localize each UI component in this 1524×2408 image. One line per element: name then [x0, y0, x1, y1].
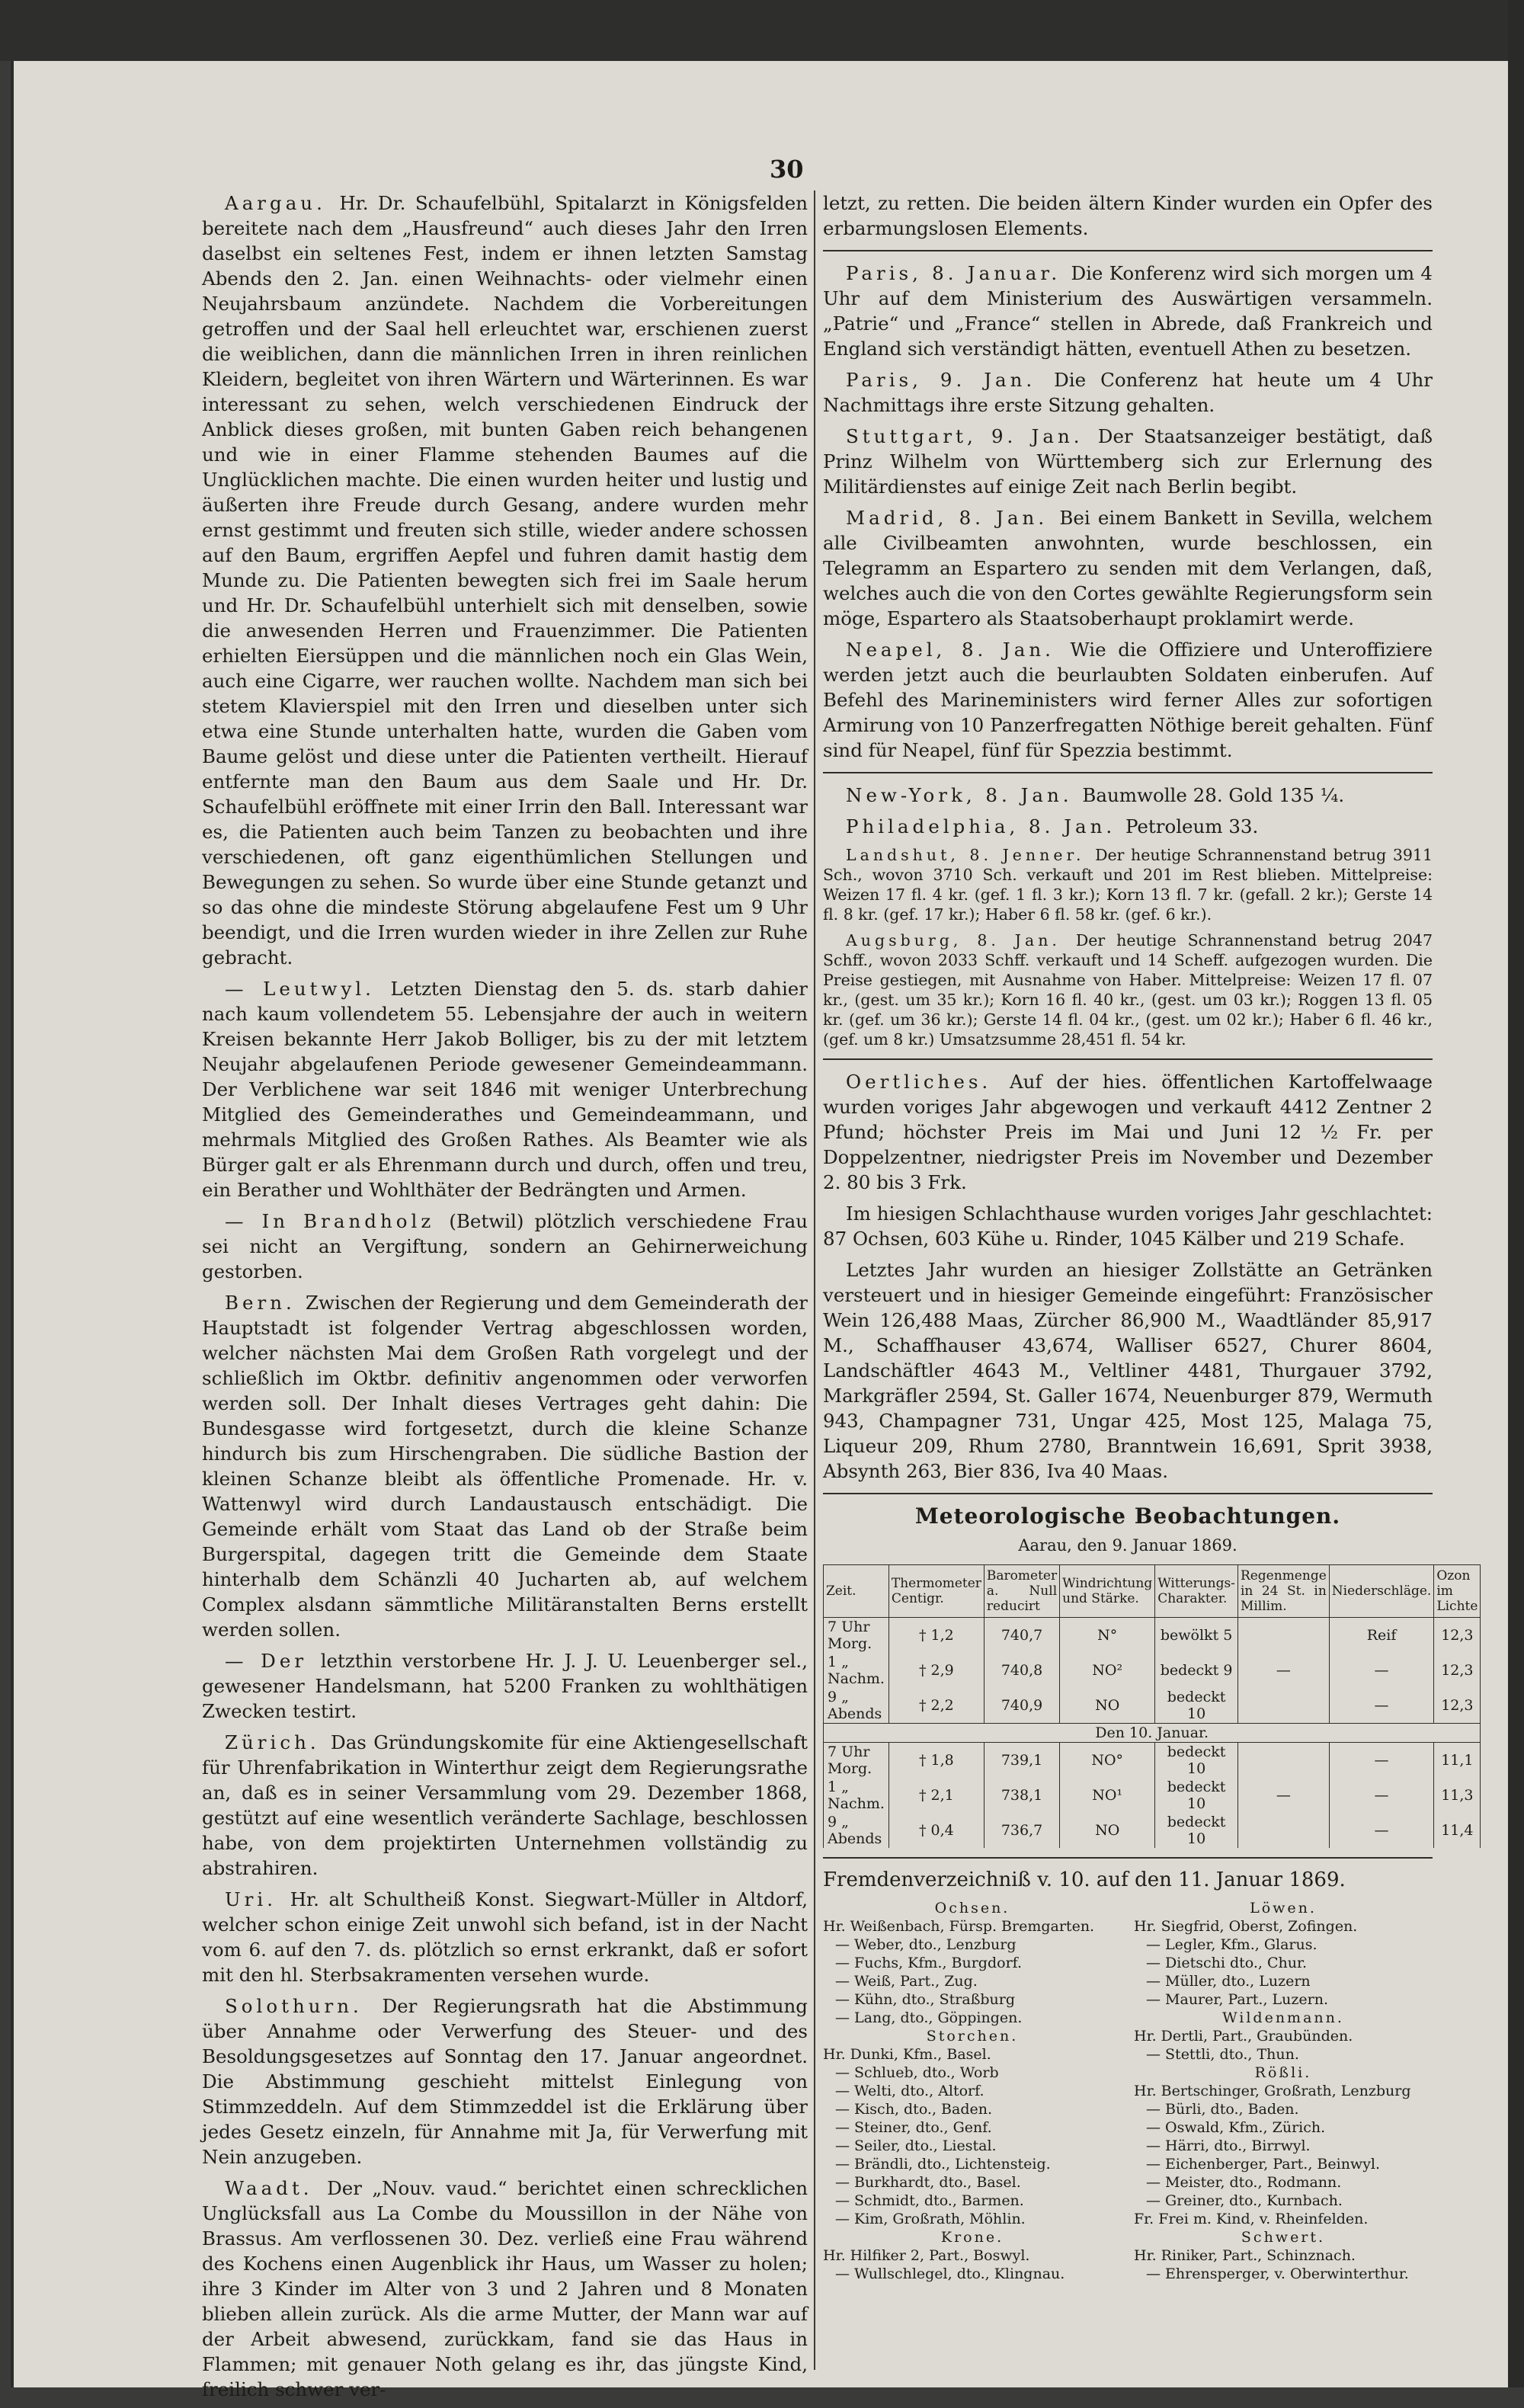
- meteo-cell: —: [1329, 1778, 1434, 1813]
- meteo-header-cell: Witterungs-Charakter.: [1155, 1565, 1238, 1618]
- meteo-title: Meteorologische Beobachtungen.: [914, 1503, 1341, 1529]
- article-dateline: Zürich.: [225, 1731, 331, 1753]
- meteo-body: [824, 1618, 1481, 1849]
- meteo-cell: bedeckt 10: [1155, 1743, 1238, 1779]
- guest-entry: Hr. Hilfiker 2, Part., Boswyl.: [823, 2247, 1030, 2264]
- guest-entry: Hr. Dunki, Kfm., Basel.: [823, 2046, 991, 2063]
- guest-entry: — Schmidt, dto., Barmen.: [835, 2192, 1024, 2209]
- article: [202, 2176, 808, 2402]
- article-dateline: Neapel, 8. Jan.: [846, 639, 1071, 661]
- meteo-cell: NO¹: [1060, 1778, 1155, 1813]
- meteo-row: [824, 1618, 1481, 1654]
- guest-entry: — Steiner, dto., Genf.: [835, 2119, 992, 2136]
- article-dateline: Paris, 9. Jan.: [846, 369, 1055, 391]
- left-column: [202, 191, 808, 2408]
- guest-entry: — Wullschlegel, dto., Klingnau.: [835, 2266, 1065, 2282]
- meteo-cell: [1237, 1743, 1329, 1779]
- meteo-cell: † 1,2: [888, 1618, 984, 1654]
- hotel-name: Krone.: [940, 2229, 1004, 2246]
- guest-entry: — Burkhardt, dto., Basel.: [835, 2174, 1021, 2191]
- article-text: Bei einem Bankett in Sevilla, welchem alle Civilbeamten anwohnten, wurde beschlossen, ein Telegramm an Espartero zu senden mit dem Verlangen, daß, welches auch die von den Cortes gewählte Regierungsform sein möge, Espartero als Staatsoberhaupt proklamirt werde.: [823, 507, 1433, 629]
- guest-entry: — Meister, dto., Rodmann.: [1146, 2174, 1342, 2191]
- guest-entry: — Dietschi dto., Chur.: [1146, 1955, 1308, 1971]
- divider: [823, 250, 1433, 251]
- guest-entry: — Seiler, dto., Liestal.: [835, 2137, 997, 2154]
- meteo-cell: † 0,4: [888, 1813, 984, 1848]
- article-dateline: — Leutwyl.: [225, 978, 391, 1000]
- divider: [823, 1857, 1433, 1859]
- article-dateline: Solothurn.: [225, 1995, 383, 2017]
- article-dateline: Aargau.: [225, 192, 340, 214]
- grain-prices-section: [823, 845, 1433, 1049]
- markets-section: [823, 783, 1433, 839]
- meteo-header-cell: Ozon im Lichte: [1434, 1565, 1481, 1618]
- guest-entry: — Kim, Großrath, Möhlin.: [835, 2211, 1026, 2227]
- article-dateline: — Der: [225, 1650, 321, 1672]
- guest-entry: — Härri, dto., Birrwyl.: [1146, 2137, 1311, 2154]
- meteo-row: [824, 1653, 1481, 1688]
- meteo-cell: 12,3: [1434, 1618, 1481, 1654]
- article-dateline: Oertliches.: [846, 1071, 1010, 1093]
- article-dateline: Landshut, 8. Jenner.: [846, 846, 1096, 864]
- guest-entry: — Welti, dto., Altorf.: [835, 2083, 985, 2099]
- news-item: [823, 261, 1433, 361]
- hotel-name: Storchen.: [926, 2028, 1019, 2045]
- continuation-text: letzt, zu retten. Die beiden ältern Kinder wurden ein Opfer des erbarmungslosen Elements.: [823, 192, 1433, 239]
- meteo-cell: bewölkt 5: [1155, 1618, 1238, 1654]
- meteo-cell: NO: [1060, 1813, 1155, 1848]
- article-text: letzthin verstorbene Hr. J. J. U. Leuenberger sel., gewesener Handelsmann, hat 5200 Franken zu wohlthätigen Zwecken testirt.: [202, 1650, 808, 1722]
- article-text: Der „Nouv. vaud.“ berichtet einen schrecklichen Unglücksfall aus La Combe du Moussillon in der Nähe von Brassus. Am verflossenen 30. Dez. verließ eine Frau während des Kochens einen Augenblick ihr Haus, um Wasser zu holen; ihre 3 Kinder im Alter von 3 und 2 Jahren und 8 Monaten blieben allein zurück. Als die arme Mutter, der Mann war auf der Arbeit abwesend, zurückkam, fand sie das Haus in Flammen; mit genauer Noth gelang es ihr, das jüngste Kind, freilich schwer ver-: [202, 2177, 808, 2400]
- article-dateline: New-York, 8. Jan.: [846, 784, 1083, 806]
- meteo-cell: 12,3: [1434, 1688, 1481, 1724]
- meteo-cell: 9 „ Abends: [824, 1688, 889, 1724]
- article-text: Das Gründungskomite für eine Aktiengesellschaft für Uhrenfabrikation in Winterthur zeigt dem Regierungsrathe an, daß es in seiner Versammlung vom 29. Dezember 1868, gestützt auf eine wesentlich veränderte Sachlage, beschlossen habe, von dem projektirten Unternehmen vollständig zu abstrahiren.: [202, 1731, 808, 1879]
- guest-entry: — Oswald, Kfm., Zürich.: [1146, 2119, 1326, 2136]
- local-news-section: [823, 1069, 1433, 1484]
- article-text: Letztes Jahr wurden an hiesiger Zollstätte an Getränken versteuert und in hiesiger Gemeinde eingeführt: Französischer Wein 126,488 Maas, Zürcher 86,900 M., Waadtländer 85,917 M., Schaffhauser 43,674, Walliser 6527, Churer 8604, Landschäftler 4643 M., Veltliner 4481, Thurgauer 3792, Markgräfler 2594, St. Galler 1674, Neuenburger 879, Wermuth 943, Champagner 731, Ungar 425, Most 125, Malaga 75, Liqueur 209, Rhum 2780, Branntwein 16,691, Sprit 3938, Absynth 263, Bier 836, Iva 40 Maas.: [823, 1259, 1433, 1482]
- market-quote: [823, 783, 1433, 808]
- local-news-item: [823, 1201, 1433, 1251]
- meteo-cell: † 1,8: [888, 1743, 984, 1779]
- market-quote: [823, 814, 1433, 839]
- meteo-cell: 7 Uhr Morg.: [824, 1743, 889, 1779]
- column-divider: [814, 191, 815, 2370]
- hotel-name: Schwert.: [1241, 2229, 1326, 2246]
- article-dateline: Augsburg, 8. Jan.: [846, 931, 1076, 949]
- article-text: Der heutige Schrannenstand betrug 2047 Schff., wovon 2033 Schff. verkauft und 14 Scheff. aufgezogen wurden. Die Preise gestiegen, mit Ausnahme von Haber. Mittelpreise: Weizen 17 fl. 07 kr., (gest. um 35 kr.); Korn 16 fl. 40 kr., (gest. um 03 kr.); Roggen 13 fl. 05 kr. (gef. um 36 kr.); Gerste 14 fl. 04 kr., (gest. um 02 kr.); Haber 6 fl. 46 kr., (gef. um 8 kr.) Umsatzsumme 28,451 fl. 54 kr.: [823, 931, 1433, 1049]
- meteo-header-cell: Regenmenge in 24 St. in Millim.: [1237, 1565, 1329, 1618]
- guest-entry: — Schlueb, dto., Worb: [835, 2064, 999, 2081]
- article-text: Baumwolle 28. Gold 135 ¼.: [1082, 784, 1345, 806]
- meteo-cell: [1237, 1813, 1329, 1848]
- hotel-name: Ochsen.: [934, 1900, 1010, 1916]
- meteo-cell: 1 „ Nachm.: [824, 1778, 889, 1813]
- meteo-cell: NO°: [1060, 1743, 1155, 1779]
- article: [202, 1993, 808, 2169]
- local-news-item: [823, 1069, 1433, 1195]
- article-text: Der heutige Schrannenstand betrug 3911 Sch., wovon 3710 Sch. verkauft und 201 im Rest blieben. Mittelpreise: Weizen 17 fl. 4 kr. (gef. 1 fl. 3 kr.); Korn 13 fl. 7 kr. (gefall. 2 kr.); Gerste 14 fl. 8 kr. (gef. 17 kr.); Haber 6 fl. 58 kr. (gef. 6 kr.).: [823, 846, 1433, 924]
- meteo-cell: —: [1329, 1653, 1434, 1688]
- meteo-cell: † 2,9: [888, 1653, 984, 1688]
- guest-entry: — Kisch, dto., Baden.: [835, 2101, 993, 2118]
- divider: [823, 1493, 1433, 1494]
- article-text: Hr. Dr. Schaufelbühl, Spitalarzt in Königsfelden bereitete nach dem „Hausfreund“ auch dieses Jahr den Irren daselbst ein seltenes Fest, indem er ihnen letzten Samstag Abends den 2. Jan. einen Weihnachts- oder vielmehr einen Neujahrsbaum anzündete. Nachdem die Vorbereitungen getroffen und der Saal hell erleuchtet war, erschienen zuerst die weiblichen, dann die männlichen Irren in ihren reinlichen Kleidern, begleitet von ihren Wärtern und Wärterinnen. Es war interessant zu sehen, welch verschiedenen Eindruck der Anblick dieses großen, mit bunten Gaben reich behangenen und wie in einer Flamme stehenden Baumes auf die Unglücklichen machte. Die einen wurden heiter und lustig und äußerten ihre Freude durch Gesang, andere wurden mehr ernst gestimmt und freuten sich stille, wieder andere schossen auf den Baum, ergriffen Aepfel und fuhren damit hastig dem Munde zu. Die Patienten bewegten sich frei im Saale herum und Hr. Dr. Schaufelbühl unterhielt sich mit denselben, sowie die anwesenden Herren und Frauenzimmer. Die Patienten erhielten Eiersüppen und die männlichen noch ein Glas Wein, auch eine Cigarre, wer rauchen wollte. Nachdem man sich bei stetem Klavierspiel mit den Irren und dieselben unter sich etwa eine Stunde unterhalten hatte, wurden die Gaben vom Baume gelöst und diese unter die Patienten vertheilt. Hierauf entfernte man den Baum aus dem Saale und Hr. Dr. Schaufelbühl eröffnete mit einer Irrin den Ball. Interessant war es, die Patienten auch beim Tanzen zu beobachten und ihre verschiedenen, oft ganz eigenthümlichen Stellungen und Bewegungen zu sehen. So wurde über eine Stunde getanzt und so das ohne die mindeste Störung abgelaufene Fest um 9 Uhr beendigt, und die Irren wurden wieder in ihre Zellen zur Ruhe gebracht.: [202, 192, 808, 969]
- meteo-cell: 7 Uhr Morg.: [824, 1618, 889, 1654]
- article-dateline: Philadelphia, 8. Jan.: [846, 815, 1125, 837]
- page-number: 30: [770, 155, 804, 184]
- guest-entry: — Lang, dto., Göppingen.: [835, 2009, 1023, 2026]
- meteo-cell: —: [1329, 1688, 1434, 1724]
- news-item: [823, 367, 1433, 418]
- meteo-cell: Reif: [1329, 1618, 1434, 1654]
- guest-entry: — Legler, Kfm., Glarus.: [1146, 1936, 1317, 1953]
- guest-entry: — Fuchs, Kfm., Burgdorf.: [835, 1955, 1023, 1971]
- meteo-cell: bedeckt 9: [1155, 1653, 1238, 1688]
- meteo-cell: NO: [1060, 1688, 1155, 1724]
- article-dateline: Stuttgart, 9. Jan.: [846, 425, 1098, 447]
- article-dateline: Madrid, 8. Jan.: [846, 507, 1060, 529]
- local-news-item: [823, 1257, 1433, 1484]
- guest-entry: Hr. Dertli, Part., Graubünden.: [1134, 2028, 1353, 2045]
- guest-entry: — Weiß, Part., Zug.: [835, 1973, 978, 1990]
- meteo-header-cell: Barometer a. Null reducirt: [984, 1565, 1059, 1618]
- news-item: [823, 424, 1433, 499]
- guest-entry: — Maurer, Part., Luzern.: [1146, 1991, 1329, 2008]
- article-text: (Betwil) plötzlich verschiedene Frau sei nicht an Vergiftung, sondern an Gehirnerweichung gestorben.: [202, 1210, 808, 1282]
- meteo-cell: † 2,2: [888, 1688, 984, 1724]
- meteo-cell: —: [1329, 1743, 1434, 1779]
- meteo-date-row: [824, 1724, 1481, 1743]
- hotel-name: Rößli.: [1254, 2064, 1312, 2081]
- article-text: Der Staatsanzeiger bestätigt, daß Prinz Wilhelm von Württemberg sich zur Erlernung des Militärdienstes auf einige Zeit nach Berlin begibt.: [823, 425, 1433, 498]
- article: [202, 1290, 808, 1642]
- right-column: [823, 191, 1478, 2283]
- guest-entry: — Eichenberger, Part., Beinwyl.: [1146, 2156, 1381, 2173]
- news-item: [823, 505, 1433, 631]
- article: [202, 976, 808, 1202]
- meteo-cell: bedeckt 10: [1155, 1778, 1238, 1813]
- scan-right-border: [1508, 0, 1524, 2387]
- guest-entry: — Ehrensperger, v. Oberwinterthur.: [1146, 2266, 1409, 2282]
- meteo-cell: 740,7: [984, 1618, 1059, 1654]
- hotel-name: Wildenmann.: [1222, 2009, 1344, 2026]
- grain-market-report: [823, 845, 1433, 924]
- meteo-cell: 12,3: [1434, 1653, 1481, 1688]
- article: [202, 191, 808, 970]
- guest-entry: — Brändli, dto., Lichtensteig.: [835, 2156, 1051, 2173]
- guest-entry: Hr. Siegfrid, Oberst, Zofingen.: [1134, 1918, 1358, 1935]
- meteo-cell: 9 „ Abends: [824, 1813, 889, 1848]
- meteo-row: [824, 1813, 1481, 1848]
- guest-entry: Hr. Riniker, Part., Schinznach.: [1134, 2247, 1356, 2264]
- meteo-header-row: [824, 1565, 1481, 1618]
- guest-entry: Fr. Frei m. Kind, v. Rheinfelden.: [1134, 2211, 1369, 2227]
- fremden-left-column: [823, 1899, 1122, 2283]
- article-text: Letzten Dienstag den 5. ds. starb dahier nach kaum vollendetem 55. Lebensjahre der auch in weitern Kreisen bekannte Herr Jakob Bolliger, bis zu der mit letztem Neujahr abgelaufenen Periode gewesener Gemeindeammann. Der Verblichene war seit 1846 mit weniger Unterbrechung Mitglied des Gemeinderathes und Gemeindeammann, und mehrmals Mitglied des Großen Rathes. Als Beamter wie als Bürger galt er als Ehrenmann durch und durch, offen und treu, ein Berather und Wohlthäter der Bedrängten und Armen.: [202, 978, 808, 1201]
- article-text: Im hiesigen Schlachthause wurden voriges Jahr geschlachtet: 87 Ochsen, 603 Kühe u. Rinder, 1045 Kälber und 219 Schafe.: [823, 1202, 1433, 1250]
- meteo-cell: 738,1: [984, 1778, 1059, 1813]
- meteo-cell: NO²: [1060, 1653, 1155, 1688]
- divider: [823, 1058, 1433, 1060]
- meteo-cell: † 2,1: [888, 1778, 984, 1813]
- meteo-cell: 739,1: [984, 1743, 1059, 1779]
- meteo-cell: —: [1237, 1778, 1329, 1813]
- divider: [823, 772, 1433, 773]
- article-text: Petroleum 33.: [1125, 815, 1259, 837]
- article-text: Auf der hies. öffentlichen Kartoffelwaage wurden voriges Jahr abgewogen und verkauft 4412 Zentner 2 Pfund; höchster Preis im Mai und Juni 12 ½ Fr. per Doppelzentner, niedrigster Preis im November und Dezember 2. 80 bis 3 Frk.: [823, 1071, 1433, 1193]
- news-section: [823, 261, 1433, 763]
- grain-market-report: [823, 930, 1433, 1049]
- meteo-header-cell: Niederschläge.: [1329, 1565, 1434, 1618]
- article-text: Die Konferenz wird sich morgen um 4 Uhr auf dem Ministerium des Auswärtigen versammeln. „Patrie“ und „France“ stellen in Abrede, daß Frankreich und England sich verständigt hätten, eventuell Athen zu besetzen.: [823, 262, 1433, 360]
- meteo-cell: [1237, 1618, 1329, 1654]
- article: [202, 1730, 808, 1881]
- meteo-cell: bedeckt 10: [1155, 1688, 1238, 1724]
- guest-entry: — Müller, dto., Luzern: [1146, 1973, 1311, 1990]
- meteo-cell: —: [1329, 1813, 1434, 1848]
- meteo-row: [824, 1688, 1481, 1724]
- article-dateline: Waadt.: [225, 2177, 328, 2199]
- hotel-name: Löwen.: [1250, 1900, 1317, 1916]
- meteo-cell: —: [1237, 1653, 1329, 1688]
- article-text: Der Regierungsrath hat die Abstimmung über Annahme oder Verwerfung des Steuer- und des Besoldungsgesetzes auf Sonntag den 17. Januar angeordnet. Die Abstimmung geschieht mittelst Einlegung von Stimmzeddeln. Auf dem Stimmzeddel ist die Erklärung über jedes Gesetz einzeln, für Annahme mit Ja, für Verwerfung mit Nein anzugeben.: [202, 1995, 808, 2168]
- news-item: [823, 637, 1433, 763]
- article-text: Wie die Offiziere und Unteroffiziere werden jetzt auch die beurlaubten Soldaten einberufen. Auf Befehl des Marineministers wird ferner Alles zur sofortigen Armirung von 10 Panzerfregatten Nöthige bereit gehalten. Fünf sind für Neapel, fünf für Spezzia bestimmt.: [823, 639, 1433, 761]
- article: [202, 1209, 808, 1284]
- meteo-cell: [1237, 1688, 1329, 1724]
- article: [202, 1648, 808, 1724]
- guest-entry: Hr. Weißenbach, Fürsp. Bremgarten.: [823, 1918, 1095, 1935]
- article-text: Zwischen der Regierung und dem Gemeinderath der Hauptstadt ist folgender Vertrag abgeschlossen worden, welcher nächsten Mai dem Großen Rath vorgelegt und der schließlich im Oktbr. definitiv angenommen oder verworfen werden soll. Der Inhalt dieses Vertrages geht dahin: Die Bundesgasse wird fortgesetzt, durch die kleine Schanze hindurch bis zum Hirschengraben. Die südliche Bastion der kleinen Schanze bleibt als öffentliche Promenade. Hr. v. Wattenwyl wird durch Landaustausch entschädigt. Die Gemeinde erhält vom Staat das Land ob der Straße beim Burgerspital, dagegen tritt die Gemeinde dem Staate hinterhalb dem Schänzli 40 Jucharten ab, auf welchem Complex alsdann sämmtliche Militäranstalten Berns erstellt werden sollen.: [202, 1292, 808, 1641]
- meteo-row: [824, 1778, 1481, 1813]
- meteo-cell: 736,7: [984, 1813, 1059, 1848]
- meteo-date-label: Den 10. Januar.: [824, 1724, 1481, 1743]
- article: [202, 1887, 808, 1987]
- fremden-title: Fremdenverzeichniß v. 10. auf den 11. Januar 1869.: [823, 1868, 1346, 1891]
- meteo-header-cell: Zeit.: [824, 1565, 889, 1618]
- meteo-cell: 11,4: [1434, 1813, 1481, 1848]
- article-text: Die Conferenz hat heute um 4 Uhr Nachmittags ihre erste Sitzung gehalten.: [823, 369, 1433, 416]
- guest-entry: — Stettli, dto., Thun.: [1146, 2046, 1299, 2063]
- meteo-header-cell: Thermometer Centigr.: [888, 1565, 984, 1618]
- fremden-list: [823, 1899, 1433, 2283]
- meteo-cell: 11,3: [1434, 1778, 1481, 1813]
- meteo-header-cell: Windrichtung und Stärke.: [1060, 1565, 1155, 1618]
- article-text: Hr. alt Schultheiß Konst. Siegwart-Müller in Altdorf, welcher schon einige Zeit unwohl sich befand, ist in der Nacht vom 6. auf den 7. ds. plötzlich so ernst erkrankt, daß er sofort mit den hl. Sterbsakramenten versehen wurde.: [202, 1888, 808, 1986]
- fremden-right-column: [1134, 1899, 1433, 2283]
- meteo-cell: bedeckt 10: [1155, 1813, 1238, 1848]
- meteo-subtitle: Aarau, den 9. Januar 1869.: [1018, 1536, 1237, 1555]
- guest-entry: — Weber, dto., Lenzburg: [835, 1936, 1017, 1953]
- meteo-table: [823, 1564, 1481, 1848]
- meteo-cell: N°: [1060, 1618, 1155, 1654]
- guest-entry: Hr. Bertschinger, Großrath, Lenzburg: [1134, 2083, 1411, 2099]
- meteo-row: [824, 1743, 1481, 1779]
- article-dateline: Uri.: [225, 1888, 290, 1910]
- article-dateline: — In Brandholz: [225, 1210, 450, 1232]
- guest-entry: — Kühn, dto., Straßburg: [835, 1991, 1016, 2008]
- meteo-cell: 740,8: [984, 1653, 1059, 1688]
- guest-entry: — Greiner, dto., Kurnbach.: [1146, 2192, 1343, 2209]
- meteo-cell: 1 „ Nachm.: [824, 1653, 889, 1688]
- meteo-cell: 740,9: [984, 1688, 1059, 1724]
- guest-entry: — Bürli, dto., Baden.: [1146, 2101, 1299, 2118]
- scan-top-border: [0, 0, 1524, 61]
- meteo-cell: 11,1: [1434, 1743, 1481, 1779]
- article-dateline: Bern.: [225, 1292, 306, 1314]
- article-dateline: Paris, 8. Januar.: [846, 262, 1071, 284]
